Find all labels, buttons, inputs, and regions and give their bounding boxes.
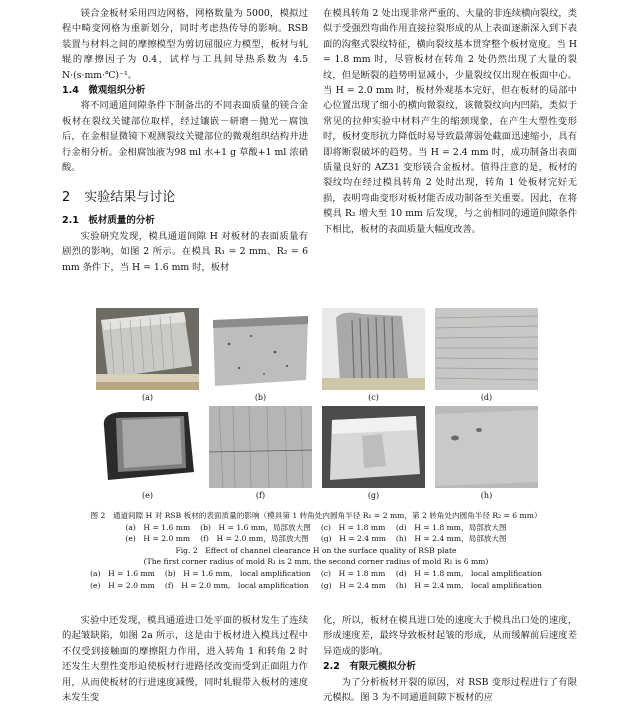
subcaption: (a) H = 1.6 mm: [125, 522, 191, 532]
subsection-heading-2-2: 2.2 有限元模拟分析: [323, 661, 416, 673]
subcaption-en: (g) H = 2.4 mm: [320, 580, 386, 590]
subsection-heading-2-1: 2.1 板材质量的分析: [62, 215, 155, 227]
bottom-right-column: [323, 613, 577, 705]
panel-label: (c): [368, 393, 379, 402]
photo-plate-c: [322, 308, 425, 390]
paragraph-mesh: 镁合金板材采用四边网格，网格数量为 5000，模拟过程中畸变网格为重新划分，同时考虑热传导的影响。RSB 装置与材料之间的摩擦模型为剪切屈服应力模型，板材与轧辊的摩擦因子为 0.4，试样与工具间导热系数为 4.5 N·(s·mm·℃)⁻¹。: [62, 8, 308, 81]
caption-en-note: (The first corner radius of mold R₁ is 2 mm, the second corner radius of mold R₂ is 6 mm): [143, 557, 489, 567]
subcaption: (h) H = 2.4 mm，局部放大图: [395, 534, 507, 544]
panel-label: (g): [367, 491, 380, 500]
subcaptions-en: [70, 568, 562, 591]
subsection-heading-1-4: 1.4 微观组织分析: [62, 85, 146, 97]
subcaption-en: (e) H = 2.0 mm: [90, 580, 155, 590]
panel-label: (f): [255, 491, 266, 500]
subcaption-en: (b) H = 1.6 mm, local amplification: [164, 568, 311, 578]
figure-caption: [70, 510, 562, 591]
figure-panel-h: [435, 406, 538, 504]
paragraph-wrinkle-cont: 化，所以，板材在模具进口处的速度大于模具出口处的速度，形成速度差，最终导致板材起皱的形成，从而缓解前后速度差异造成的影响。: [323, 615, 577, 657]
panel-label: (e): [142, 491, 153, 500]
subcaption-en: (c) H = 1.8 mm: [320, 568, 386, 578]
section-number: 2: [62, 190, 71, 206]
photo-plate-f: [209, 406, 312, 488]
subcaption: (d) H = 1.8 mm，局部放大图: [395, 522, 507, 532]
right-column: [323, 6, 577, 237]
photo-plate-e: [96, 406, 199, 488]
photo-plate-a: [96, 308, 199, 390]
left-column: [62, 6, 308, 275]
subcaption: (b) H = 1.6 mm，局部放大图: [200, 522, 311, 532]
panel-label: (a): [141, 393, 153, 402]
figure-panel-a: [96, 308, 199, 406]
panel-label: (d): [480, 393, 493, 402]
panel-label: (h): [480, 491, 493, 500]
caption-en: Fig. 2 Effect of channel clearance H on the surface quality of RSB plate: [175, 545, 457, 555]
subcaptions-cn: [70, 522, 562, 545]
subcaption: (f) H = 2.0 mm，局部放大图: [200, 534, 309, 544]
subcaption-en: (h) H = 2.4 mm, local amplification: [395, 580, 542, 590]
panel-label: (b): [254, 393, 267, 402]
figure-2: [96, 308, 538, 504]
subcaption: (e) H = 2.0 mm: [125, 534, 191, 544]
section-title: 实验结果与讨论: [84, 190, 176, 206]
paragraph-quality-cont: 在模具转角 2 处出现非常严重的、大量的非连续横向裂纹，类似于受强烈弯曲作用直接拉裂形成的从上表面逐渐深入到下表面的沟壑式裂纹特征，横向裂纹基本贯穿整个板材宽度。当 H = 1.8 mm 时，尽管板材在转角 2 处仍然出现了大量的裂纹，但是断裂的趋势明显减小，少量裂纹仅出现在板面中心。当 H = 2.0 mm 时，板材外观基本完好，但在板材的局部中心位置出现了细小的横向微裂纹，该微裂纹向内凹陷，类似于常见的拉伸实验中材料产生的缩颈现象，在产生大塑性变形时，板材变形抗力降低时易导致最薄弱处截面迅速缩小，具有即将断裂破坏的趋势。当 H = 2.4 mm 时，成功制备出表面质量良好的 AZ31 变形镁合金板材。值得注意的是，板材的裂纹均在经过模具转角 2 处时出现，转角 1 处板材完好无损，表明弯曲变形对板材能否成功制备至关重要。因此，在将模具 R₂ 增大至 10 mm 后发现，与之前相同的通道间隙条件下相比，板材的表面质量大幅度改善。: [323, 8, 577, 235]
subcaption: (g) H = 2.4 mm: [320, 534, 386, 544]
figure-panel-c: [322, 308, 425, 406]
subcaption-en: (f) H = 2.0 mm, local amplification: [164, 580, 309, 590]
photo-plate-b: [209, 308, 312, 390]
figure-row-top: [96, 308, 538, 406]
figure-panel-f: [209, 406, 312, 504]
paragraph-fem: 为了分析板材开裂的原因，对 RSB 变形过程进行了有限元模拟。图 3 为不同通道间隙下板材的应: [323, 676, 577, 704]
photo-plate-g: [322, 406, 425, 488]
caption-cn: 图 2 通道间隙 H 对 RSB 板材的表面质量的影响（模具第 1 转角处内圆角半径 R₁ = 2 mm，第 2 转角处内圆角半径 R₂ = 6 mm）: [90, 511, 542, 520]
figure-panel-g: [322, 406, 425, 504]
paragraph-quality-start: 实验研究发现，模具通道间隙 H 对板材的表面质量有剧烈的影响，如图 2 所示。在模具 R₁ = 2 mm、R₂ = 6 mm 条件下，当 H = 1.6 mm 时，板材: [62, 230, 308, 273]
figure-row-bottom: [96, 406, 538, 504]
subcaption-en: (d) H = 1.8 mm, local amplification: [395, 568, 542, 578]
subcaption-en: (a) H = 1.6 mm: [90, 568, 155, 578]
bottom-left-column: [62, 613, 308, 705]
paragraph-wrinkle: 实验中还发现，模具通道进口处平面的板材发生了连续的起皱缺陷，如图 2a 所示，这是由于板材进入模具过程中不仅受到接触面的摩擦阻力作用，进入转角 1 和转角 2 时还发生大塑性变形迫使板材行进路径改变而受到正面阻力作用，从而使板材的行进速度减慢，同时轧辊带入板材的速度未发生变: [62, 615, 308, 704]
photo-plate-d: [435, 308, 538, 390]
subcaption: (c) H = 1.8 mm: [320, 522, 386, 532]
figure-panel-d: [435, 308, 538, 406]
section-heading-2: [62, 189, 308, 207]
figure-panel-e: [96, 406, 199, 504]
paragraph-microstructure: 将不同通道间隙条件下制备出的不同表面质量的镁合金板材在裂纹关键部位取样，经过镶嵌－研磨－抛光－腐蚀后，在金相显微镜下观测裂纹关键部位的微观组织结构并进行金相分析。金相腐蚀液为98 ml 水+1 g 草酸+1 ml 浓硝酸。: [62, 100, 308, 174]
photo-plate-h: [435, 406, 538, 488]
figure-panel-b: [209, 308, 312, 406]
